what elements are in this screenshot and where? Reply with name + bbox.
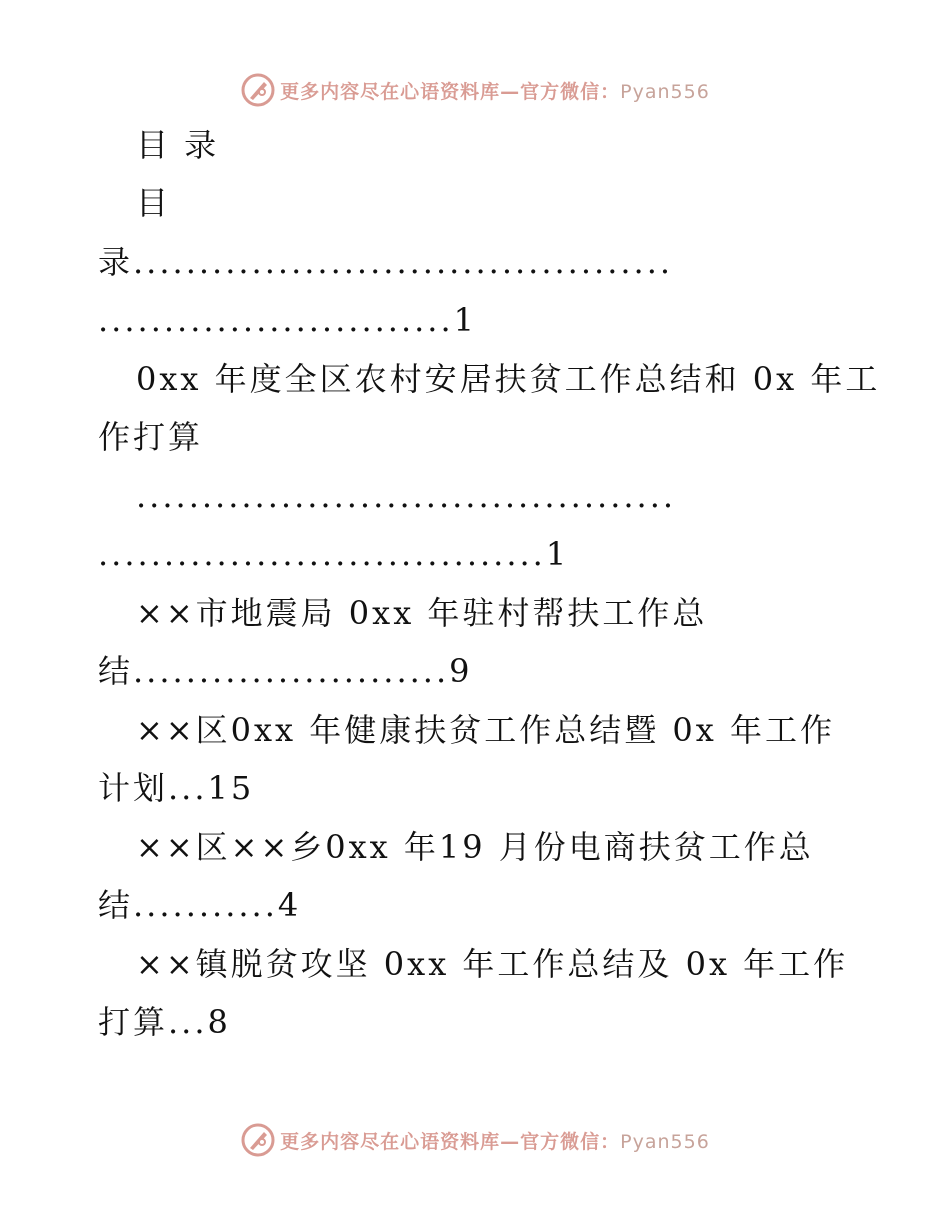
toc-line: ...........................1 <box>98 301 477 339</box>
toc-leader: ..................................1 <box>98 535 570 573</box>
toc-entry: 作打算 <box>98 418 204 456</box>
toc-line: 录......................................... <box>98 243 674 281</box>
header-banner <box>0 70 950 110</box>
toc-entry: ××市地震局 0xx 年驻村帮扶工作总 <box>136 594 708 632</box>
toc-leader: ......................................... <box>136 477 677 515</box>
header-banner-text: 更多内容尽在心语资料库—官方微信：Pyan556 <box>280 80 710 103</box>
toc-entry: 打算...8 <box>98 1003 231 1041</box>
toc-entry: 计划...15 <box>98 769 255 807</box>
toc-title: 目 录 <box>136 126 220 164</box>
toc-entry: 结........................9 <box>98 652 473 690</box>
toc-entry: ××区0xx 年健康扶贫工作总结暨 0x 年工作 <box>136 711 836 749</box>
toc-entry: ××区××乡0xx 年19 月份电商扶贫工作总 <box>136 828 814 866</box>
pen-logo-icon <box>240 1122 276 1158</box>
toc-line: 目 <box>136 184 172 222</box>
toc-entry: 结...........4 <box>98 886 302 924</box>
header-banner-contact: Pyan556 <box>620 80 710 103</box>
footer-banner-contact: Pyan556 <box>620 1130 710 1153</box>
footer-banner-text: 更多内容尽在心语资料库—官方微信：Pyan556 <box>280 1130 710 1153</box>
footer-banner <box>0 1120 950 1160</box>
toc-entry: ××镇脱贫攻坚 0xx 年工作总结及 0x 年工作 <box>136 945 849 983</box>
pen-logo-icon <box>240 72 276 108</box>
toc-entry: 0xx 年度全区农村安居扶贫工作总结和 0x 年工 <box>136 360 881 398</box>
